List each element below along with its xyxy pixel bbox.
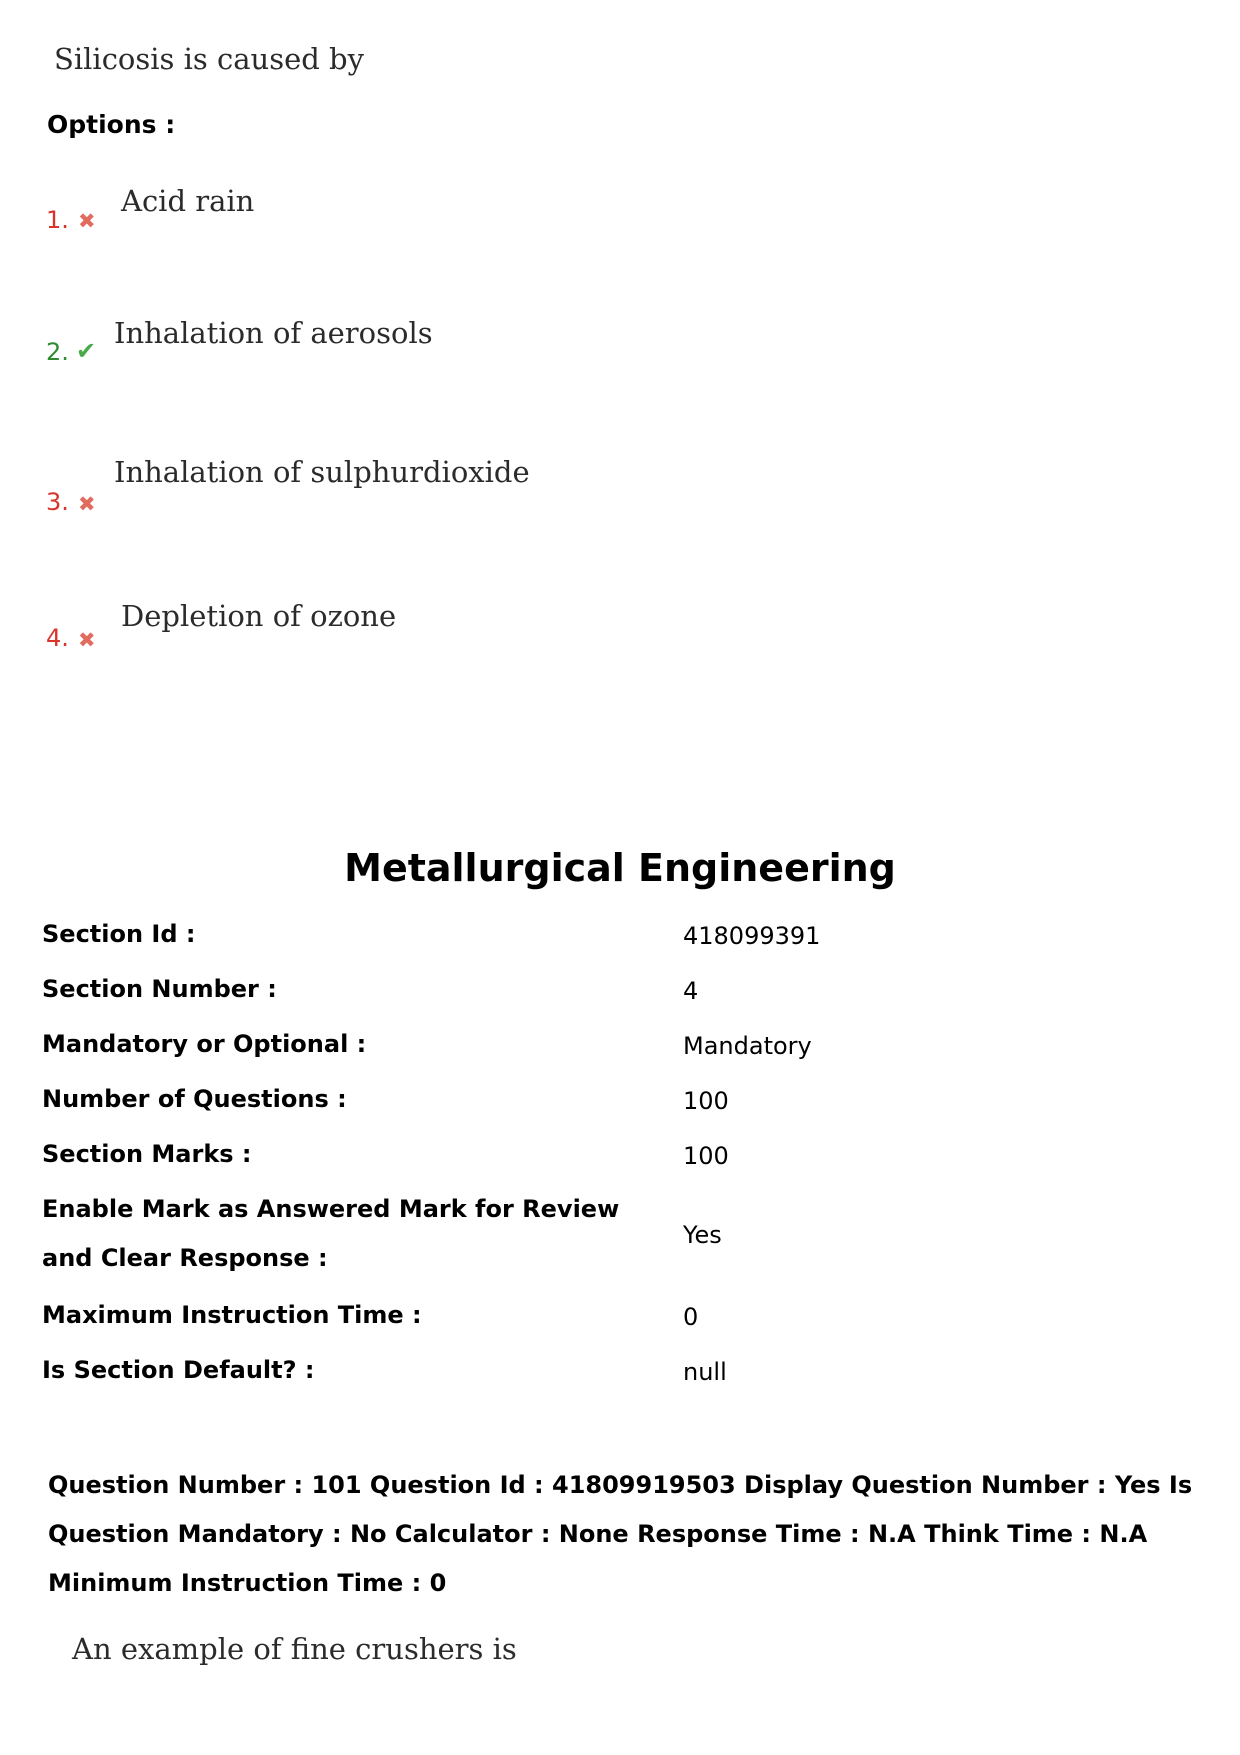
mandatory-label: Mandatory or Optional : bbox=[42, 1030, 367, 1058]
next-question-stem: An example of fine crushers is bbox=[72, 1632, 517, 1666]
mandatory-value: Mandatory bbox=[683, 1032, 812, 1060]
options-label: Options : bbox=[47, 110, 176, 139]
section-id-label: Section Id : bbox=[42, 920, 196, 948]
max-instruction-time-label: Maximum Instruction Time : bbox=[42, 1301, 422, 1329]
cross-icon: ✖ bbox=[78, 209, 96, 233]
option-3-text: Inhalation of sulphurdioxide bbox=[114, 455, 530, 489]
section-default-value: null bbox=[683, 1358, 727, 1386]
enable-mark-value: Yes bbox=[683, 1221, 722, 1249]
cross-icon: ✖ bbox=[78, 628, 96, 652]
option-4-number: 4. bbox=[46, 624, 69, 652]
option-2-number: 2. bbox=[46, 338, 69, 366]
check-icon: ✔ bbox=[76, 337, 97, 365]
section-id-value: 418099391 bbox=[683, 922, 821, 950]
section-title: Metallurgical Engineering bbox=[344, 846, 896, 890]
option-2-text: Inhalation of aerosols bbox=[114, 316, 433, 350]
section-number-value: 4 bbox=[683, 977, 699, 1005]
section-number-label: Section Number : bbox=[42, 975, 277, 1003]
option-1-text: Acid rain bbox=[121, 184, 255, 218]
option-3-number: 3. bbox=[46, 488, 69, 516]
section-default-label: Is Section Default? : bbox=[42, 1356, 315, 1384]
cross-icon: ✖ bbox=[78, 492, 96, 516]
question-stem: Silicosis is caused by bbox=[54, 42, 365, 76]
option-4-text: Depletion of ozone bbox=[121, 599, 397, 633]
question-meta: Question Number : 101 Question Id : 41809919503 Display Question Number : Yes Is Question Mandatory : No Calculator : None Response Time : N.A Think Time : N.A Minimum Instruction Time : 0 bbox=[48, 1471, 1193, 1597]
section-marks-label: Section Marks : bbox=[42, 1140, 252, 1168]
max-instruction-time-value: 0 bbox=[683, 1303, 699, 1331]
option-1-number: 1. bbox=[46, 206, 69, 234]
question-count-label: Number of Questions : bbox=[42, 1085, 347, 1113]
question-count-value: 100 bbox=[683, 1087, 729, 1115]
section-marks-value: 100 bbox=[683, 1142, 729, 1170]
enable-mark-label: Enable Mark as Answered Mark for Review and Clear Response : bbox=[42, 1195, 620, 1272]
